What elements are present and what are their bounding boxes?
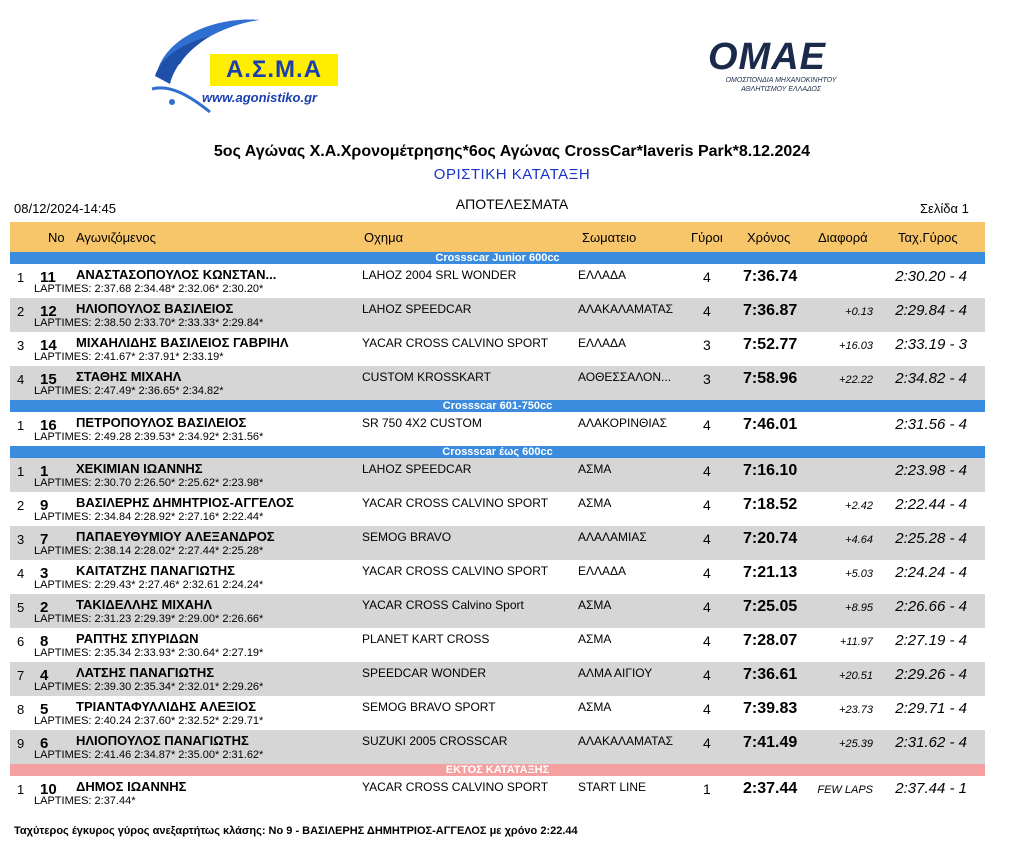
header-best-lap: Ταχ.Γύρος <box>898 230 958 245</box>
position: 1 <box>17 270 25 285</box>
driver-name: ΜΙΧΑΗΛΙΔΗΣ ΒΑΣΙΛΕΙΟΣ ΓΑΒΡΙΗΛ <box>76 335 289 350</box>
laps-count: 1 <box>703 781 711 797</box>
vehicle: YACAR CROSS CALVINO SPORT <box>362 496 549 510</box>
position: 5 <box>17 600 25 615</box>
time-diff: +4.64 <box>845 534 873 546</box>
best-lap: 2:26.66 - 4 <box>895 598 967 615</box>
car-number: 14 <box>40 337 57 354</box>
club: ΑΣΜΑ <box>578 496 612 510</box>
vehicle: YACAR CROSS CALVINO SPORT <box>362 780 549 794</box>
print-datetime: 08/12/2024-14:45 <box>14 201 116 216</box>
driver-name: ΤΑΚΙΔΕΛΛΗΣ ΜΙΧΑΗΛ <box>76 597 213 612</box>
header-rounds: Γύροι <box>691 230 723 245</box>
vehicle: YACAR CROSS CALVINO SPORT <box>362 564 549 578</box>
lap-times: LAPTIMES: 2:29.43* 2:27.46* 2:32.61 2:24.24* <box>34 579 264 591</box>
vehicle: LAHOZ 2004 SRL WONDER <box>362 268 517 282</box>
lap-times: LAPTIMES: 2:38.14 2:28.02* 2:27.44* 2:25.28* <box>34 545 264 557</box>
best-lap: 2:31.62 - 4 <box>895 734 967 751</box>
position: 1 <box>17 782 25 797</box>
result-row <box>10 458 985 492</box>
result-row <box>10 662 985 696</box>
club: ΑΛΑΚΟΡΙΝΘΙΑΣ <box>578 416 668 430</box>
car-number: 10 <box>40 781 57 798</box>
total-time: 7:39.83 <box>743 700 798 717</box>
lap-times: LAPTIMES: 2:41.67* 2:37.91* 2:33.19* <box>34 351 224 363</box>
header-no: Νο <box>48 230 65 245</box>
vehicle: YACAR CROSS Calvino Sport <box>362 598 524 612</box>
car-number: 6 <box>40 735 49 752</box>
club: ΑΛΑΚΑΛΑΜΑΤΑΣ <box>578 302 674 316</box>
class-header: Crossscar έως 600cc <box>10 446 985 458</box>
car-number: 15 <box>40 371 57 388</box>
laps-count: 3 <box>703 337 711 353</box>
vehicle: SPEEDCAR WONDER <box>362 666 487 680</box>
vehicle: SEMOG BRAVO SPORT <box>362 700 496 714</box>
total-time: 7:36.74 <box>743 268 798 285</box>
driver-name: ΚΑΙΤΑΤΖΗΣ ΠΑΝΑΓΙΩΤΗΣ <box>76 563 235 578</box>
asma-logo <box>150 14 355 119</box>
car-number: 2 <box>40 599 49 616</box>
time-diff: +11.97 <box>839 636 873 648</box>
club: ΑΛΑΛΑΜΙΑΣ <box>578 530 647 544</box>
lap-times: LAPTIMES: 2:40.24 2:37.60* 2:32.52* 2:29.71* <box>34 715 264 727</box>
lap-times: LAPTIMES: 2:34.84 2:28.92* 2:27.16* 2:22.44* <box>34 511 264 523</box>
position: 8 <box>17 702 25 717</box>
club: ΑΣΜΑ <box>578 598 612 612</box>
class-header: ΕΚΤΟΣ ΚΑΤΑΤΑΞΗΣ <box>10 764 985 776</box>
total-time: 7:36.87 <box>743 302 798 319</box>
club: ΑΟΘΕΣΣΑΛΟΝ... <box>578 370 672 384</box>
best-lap: 2:34.82 - 4 <box>895 370 967 387</box>
laps-count: 4 <box>703 497 711 513</box>
asma-logo-url: www.agonistiko.gr <box>202 90 318 105</box>
best-lap: 2:23.98 - 4 <box>895 462 967 479</box>
laps-count: 4 <box>703 667 711 683</box>
laps-count: 3 <box>703 371 711 387</box>
time-diff: FEW LAPS <box>817 784 873 796</box>
laps-count: 4 <box>703 417 711 433</box>
car-number: 5 <box>40 701 49 718</box>
laps-count: 4 <box>703 599 711 615</box>
driver-name: ΤΡΙΑΝΤΑΦΥΛΛΙΔΗΣ ΑΛΕΞΙΟΣ <box>76 699 257 714</box>
total-time: 7:36.61 <box>743 666 798 683</box>
result-row <box>10 298 985 332</box>
laps-count: 4 <box>703 701 711 717</box>
header-car: Οχημα <box>364 230 404 245</box>
club: ΑΛΑΚΑΛΑΜΑΤΑΣ <box>578 734 674 748</box>
best-lap: 2:25.28 - 4 <box>895 530 967 547</box>
lap-times: LAPTIMES: 2:30.70 2:26.50* 2:25.62* 2:23.98* <box>34 477 264 489</box>
omae-logo-subtitle: ΟΜΟΣΠΟΝΔΙΑ ΜΗΧΑΝΟΚΙΝΗΤΟΥ ΑΘΛΗΤΙΣΜΟΥ ΕΛΛΑΔΟΣ <box>725 77 837 93</box>
vehicle: PLANET KART CROSS <box>362 632 490 646</box>
laps-count: 4 <box>703 633 711 649</box>
driver-name: ΛΑΤΣΗΣ ΠΑΝΑΓΙΩΤΗΣ <box>76 665 215 680</box>
club: START LINE <box>578 780 647 794</box>
result-row <box>10 594 985 628</box>
total-time: 2:37.44 <box>743 780 798 797</box>
omae-logo <box>706 38 854 98</box>
asma-logo-text: Α.Σ.Μ.Α <box>210 54 338 86</box>
best-lap: 2:33.19 - 3 <box>895 336 967 353</box>
vehicle: SEMOG BRAVO <box>362 530 452 544</box>
total-time: 7:16.10 <box>743 462 798 479</box>
time-diff: +8.95 <box>845 602 873 614</box>
club: ΑΣΜΑ <box>578 632 612 646</box>
total-time: 7:25.05 <box>743 598 798 615</box>
laps-count: 4 <box>703 269 711 285</box>
best-lap: 2:29.84 - 4 <box>895 302 967 319</box>
club: ΑΛΜΑ ΑΙΓΙΟΥ <box>578 666 653 680</box>
vehicle: SR 750 4X2 CUSTOM <box>362 416 482 430</box>
car-number: 11 <box>40 269 56 286</box>
club: ΑΣΜΑ <box>578 462 612 476</box>
time-diff: +20.51 <box>839 670 873 682</box>
vehicle: SUZUKI 2005 CROSSCAR <box>362 734 508 748</box>
time-diff: +25.39 <box>839 738 873 750</box>
car-number: 4 <box>40 667 49 684</box>
header-club: Σωματειο <box>582 230 637 245</box>
total-time: 7:46.01 <box>743 416 798 433</box>
car-number: 1 <box>40 463 49 480</box>
result-row <box>10 366 985 400</box>
best-lap: 2:37.44 - 1 <box>895 780 967 797</box>
lap-times: LAPTIMES: 2:31.23 2:29.39* 2:29.00* 2:26.66* <box>34 613 264 625</box>
result-row <box>10 332 985 366</box>
time-diff: +5.03 <box>845 568 873 580</box>
results-label: ΑΠΟΤΕΛΕΣΜΑΤΑ <box>455 196 569 212</box>
position: 2 <box>17 304 25 319</box>
driver-name: ΗΛΙΟΠΟΥΛΟΣ ΒΑΣΙΛΕΙΟΣ <box>76 301 234 316</box>
car-number: 12 <box>40 303 57 320</box>
result-row <box>10 560 985 594</box>
driver-name: ΠΕΤΡΟΠΟΥΛΟΣ ΒΑΣΙΛΕΙΟΣ <box>76 415 247 430</box>
driver-name: ΑΝΑΣΤΑΣΟΠΟΥΛΟΣ ΚΩΝΣΤΑΝ... <box>76 267 277 282</box>
lap-times: LAPTIMES: 2:41.46 2:34.87* 2:35.00* 2:31.62* <box>34 749 264 761</box>
class-header: Crossscar 601-750cc <box>10 400 985 412</box>
club: ΕΛΛΑΔΑ <box>578 336 627 350</box>
laps-count: 4 <box>703 463 711 479</box>
lap-times: LAPTIMES: 2:35.34 2:33.93* 2:30.64* 2:27.19* <box>34 647 264 659</box>
best-lap: 2:24.24 - 4 <box>895 564 967 581</box>
vehicle: LAHOZ SPEEDCAR <box>362 462 472 476</box>
best-lap: 2:30.20 - 4 <box>895 268 967 285</box>
lap-times: LAPTIMES: 2:49.28 2:39.53* 2:34.92* 2:31.56* <box>34 431 264 443</box>
position: 2 <box>17 498 25 513</box>
laps-count: 4 <box>703 565 711 581</box>
lap-times: LAPTIMES: 2:47.49* 2:36.65* 2:34.82* <box>34 385 224 397</box>
car-number: 9 <box>40 497 49 514</box>
driver-name: ΡΑΠΤΗΣ ΣΠΥΡΙΔΩΝ <box>76 631 199 646</box>
position: 4 <box>17 372 25 387</box>
position: 7 <box>17 668 25 683</box>
result-row <box>10 696 985 730</box>
driver-name: ΔΗΜΟΣ ΙΩΑΝΝΗΣ <box>76 779 187 794</box>
lap-times: LAPTIMES: 2:37.44* <box>34 795 136 807</box>
total-time: 7:52.77 <box>743 336 798 353</box>
position: 6 <box>17 634 25 649</box>
vehicle: LAHOZ SPEEDCAR <box>362 302 472 316</box>
driver-name: ΗΛΙΟΠΟΥΛΟΣ ΠΑΝΑΓΙΩΤΗΣ <box>76 733 249 748</box>
total-time: 7:58.96 <box>743 370 798 387</box>
club: ΑΣΜΑ <box>578 700 612 714</box>
result-row <box>10 730 985 764</box>
position: 3 <box>17 338 25 353</box>
best-lap: 2:27.19 - 4 <box>895 632 967 649</box>
total-time: 7:41.49 <box>743 734 798 751</box>
car-number: 7 <box>40 531 49 548</box>
time-diff: +2.42 <box>845 500 873 512</box>
best-lap: 2:29.26 - 4 <box>895 666 967 683</box>
class-header: Crossscar Junior 600cc <box>10 252 985 264</box>
time-diff: +23.73 <box>839 704 873 716</box>
time-diff: +0.13 <box>845 306 873 318</box>
result-row <box>10 776 985 810</box>
best-lap: 2:22.44 - 4 <box>895 496 967 513</box>
header-diff: Διαφορά <box>818 230 868 245</box>
driver-name: ΠΑΠΑΕΥΘΥΜΙΟΥ ΑΛΕΞΑΝΔΡΟΣ <box>76 529 275 544</box>
laps-count: 4 <box>703 303 711 319</box>
car-number: 8 <box>40 633 49 650</box>
result-row <box>10 412 985 446</box>
laps-count: 4 <box>703 531 711 547</box>
driver-name: ΣΤΑΘΗΣ ΜΙΧΑΗΛ <box>76 369 182 384</box>
position: 3 <box>17 532 25 547</box>
position: 1 <box>17 464 25 479</box>
driver-name: ΒΑΣΙΛΕΡΗΣ ΔΗΜΗΤΡΙΟΣ-ΑΓΓΕΛΟΣ <box>76 495 294 510</box>
fastest-lap-note: Ταχύτερος έγκυρος γύρος ανεξαρτήτως κλάσης: Νο 9 - ΒΑΣΙΛΕΡΗΣ ΔΗΜΗΤΡΙΟΣ-ΑΓΓΕΛΟΣ με χρόνο 2:22.44 <box>14 825 578 837</box>
vehicle: YACAR CROSS CALVINO SPORT <box>362 336 549 350</box>
result-row <box>10 264 985 298</box>
position: 4 <box>17 566 25 581</box>
laps-count: 4 <box>703 735 711 751</box>
time-diff: +22.22 <box>839 374 873 386</box>
car-number: 16 <box>40 417 57 434</box>
total-time: 7:20.74 <box>743 530 798 547</box>
driver-name: ΧΕΚΙΜΙΑΝ ΙΩΑΝΝΗΣ <box>76 461 203 476</box>
club: ΕΛΛΑΔΑ <box>578 268 627 282</box>
omae-logo-text: ΟΜΑΕ <box>708 36 826 78</box>
result-row <box>10 526 985 560</box>
header-driver: Αγωνιζόμενος <box>76 230 156 245</box>
page-number: Σελίδα 1 <box>920 201 969 216</box>
classification-subtitle: ΟΡΙΣΤΙΚΗ ΚΑΤΑΤΑΞΗ <box>433 166 591 183</box>
result-row <box>10 492 985 526</box>
event-title: 5ος Αγώνας Χ.Α.Χρονομέτρησης*6ος Αγώνας CrossCar*Iaveris Park*8.12.2024 <box>213 143 811 160</box>
total-time: 7:18.52 <box>743 496 798 513</box>
best-lap: 2:31.56 - 4 <box>895 416 967 433</box>
position: 9 <box>17 736 25 751</box>
total-time: 7:28.07 <box>743 632 798 649</box>
vehicle: CUSTOM KROSSKART <box>362 370 491 384</box>
lap-times: LAPTIMES: 2:38.50 2:33.70* 2:33.33* 2:29.84* <box>34 317 264 329</box>
car-number: 3 <box>40 565 49 582</box>
time-diff: +16.03 <box>839 340 873 352</box>
table-header <box>10 222 985 252</box>
lap-times: LAPTIMES: 2:39.30 2:35.34* 2:32.01* 2:29.26* <box>34 681 264 693</box>
position: 1 <box>17 418 25 433</box>
club: ΕΛΛΑΔΑ <box>578 564 627 578</box>
total-time: 7:21.13 <box>743 564 798 581</box>
best-lap: 2:29.71 - 4 <box>895 700 967 717</box>
header-time: Χρόνος <box>747 230 791 245</box>
lap-times: LAPTIMES: 2:37.68 2:34.48* 2:32.06* 2:30.20* <box>34 283 264 295</box>
result-row <box>10 628 985 662</box>
